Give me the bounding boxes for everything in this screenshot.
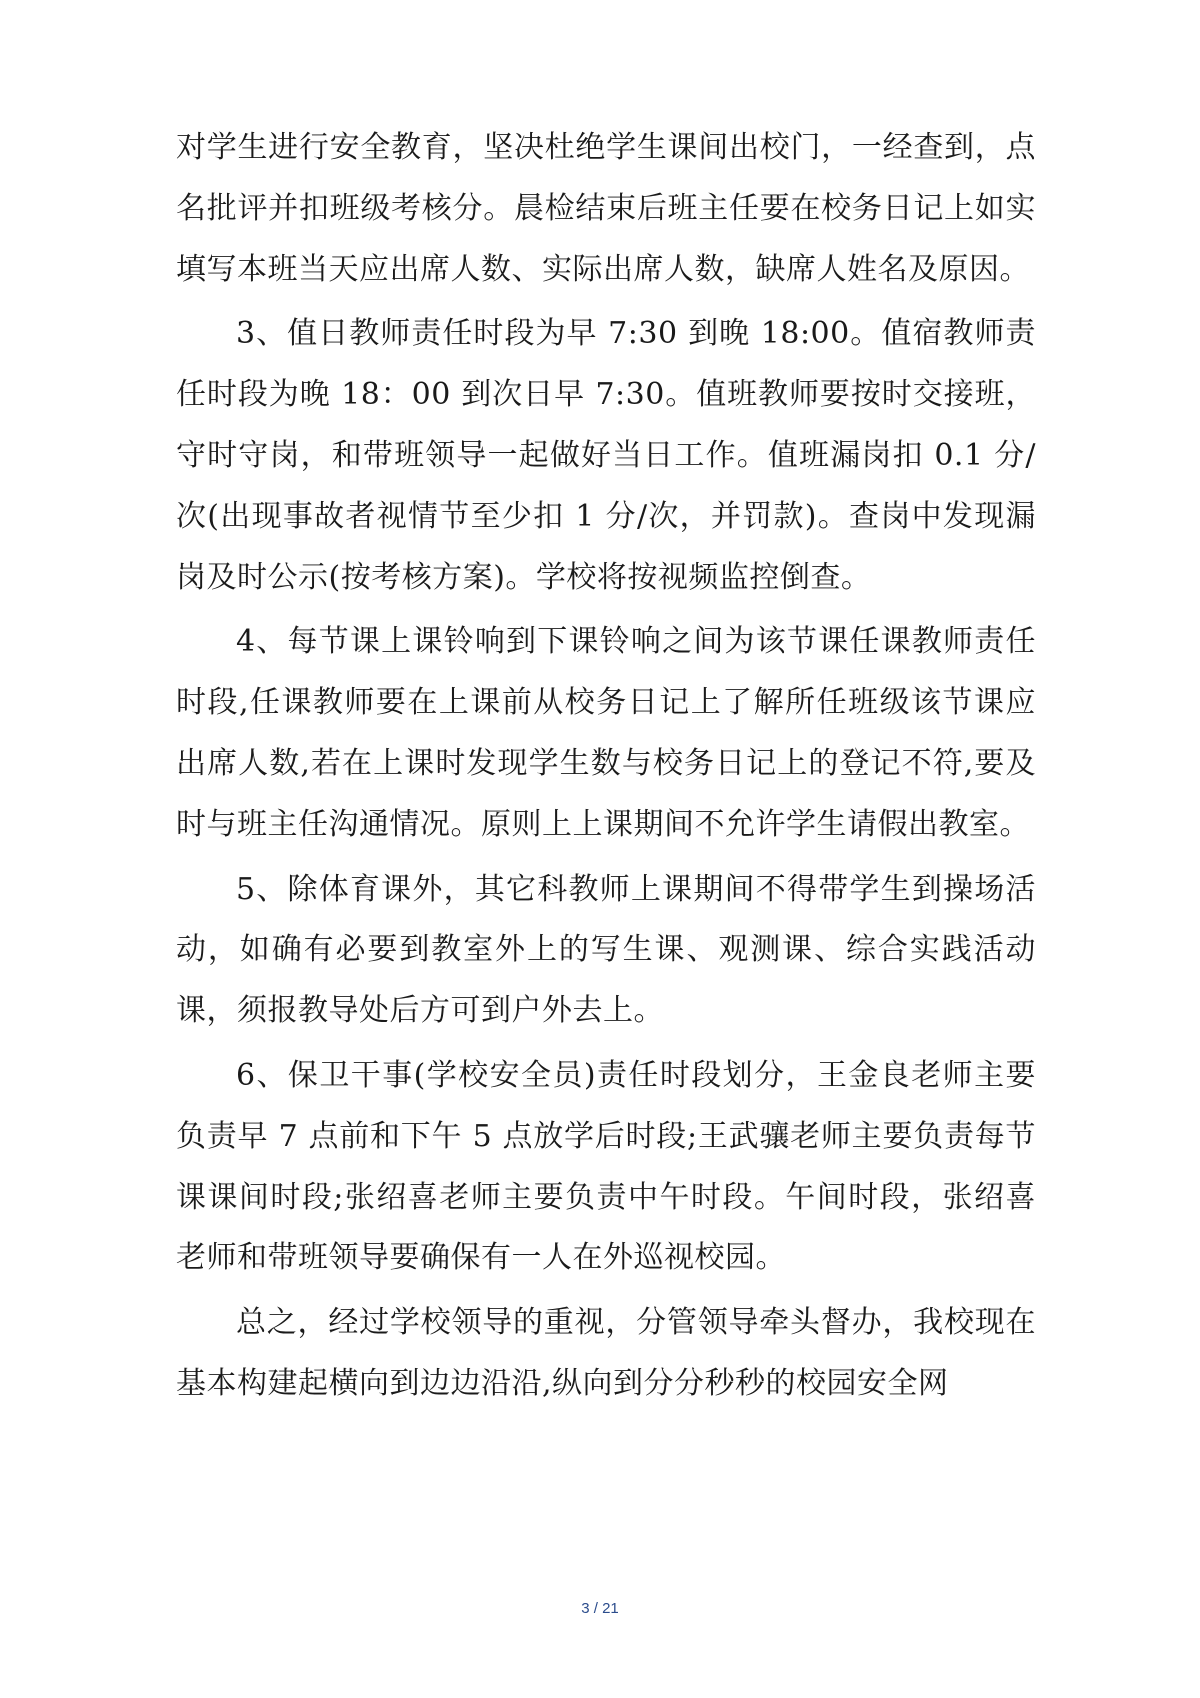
page-number: 3 / 21: [581, 1600, 619, 1617]
paragraph-item-4: 4、每节课上课铃响到下课铃响之间为该节课任课教师责任时段,任课教师要在上课前从校务日记上了解所任班级该节课应出席人数,若在上课时发现学生数与校务日记上的登记不符,要及时与班主任沟通情况。原则上上课期间不允许学生请假出教室。: [176, 624, 1036, 842]
paragraph-item-6: 6、保卫干事(学校安全员)责任时段划分，王金良老师主要负责早 7 点前和下午 5 点放学后时段;王武骧老师主要负责每节课课间时段;张绍喜老师主要负责中午时段。午间时段，张绍喜老师和带班领导要确保有一人在外巡视校园。: [176, 1057, 1036, 1276]
paragraph-summary: 总之，经过学校领导的重视，分管领导牵头督办，我校现在基本构建起横向到边边沿沿,纵向到分分秒秒的校园安全网: [176, 1305, 1036, 1401]
paragraph-item-3: 3、值日教师责任时段为早 7:30 到晚 18:00。值宿教师责任时段为晚 18：00 到次日早 7:30。值班教师要按时交接班，守时守岗，和带班领导一起做好当日工作。值班漏岗扣 0.1 分/次(出现事故者视情节至少扣 1 分/次，并罚款)。查岗中发现漏岗及时公示(按考核方案)。学校将按视频监控倒查。: [176, 316, 1036, 595]
paragraph-continuation: 对学生进行安全教育，坚决杜绝学生课间出校门，一经查到，点名批评并扣班级考核分。晨检结束后班主任要在校务日记上如实填写本班当天应出席人数、实际出席人数，缺席人姓名及原因。: [176, 130, 1036, 287]
paragraph-item-5: 5、除体育课外，其它科教师上课期间不得带学生到操场活动，如确有必要到教室外上的写生课、观测课、综合实践活动课，须报教导处后方可到户外去上。: [176, 871, 1036, 1029]
document-body: [176, 118, 1036, 1419]
